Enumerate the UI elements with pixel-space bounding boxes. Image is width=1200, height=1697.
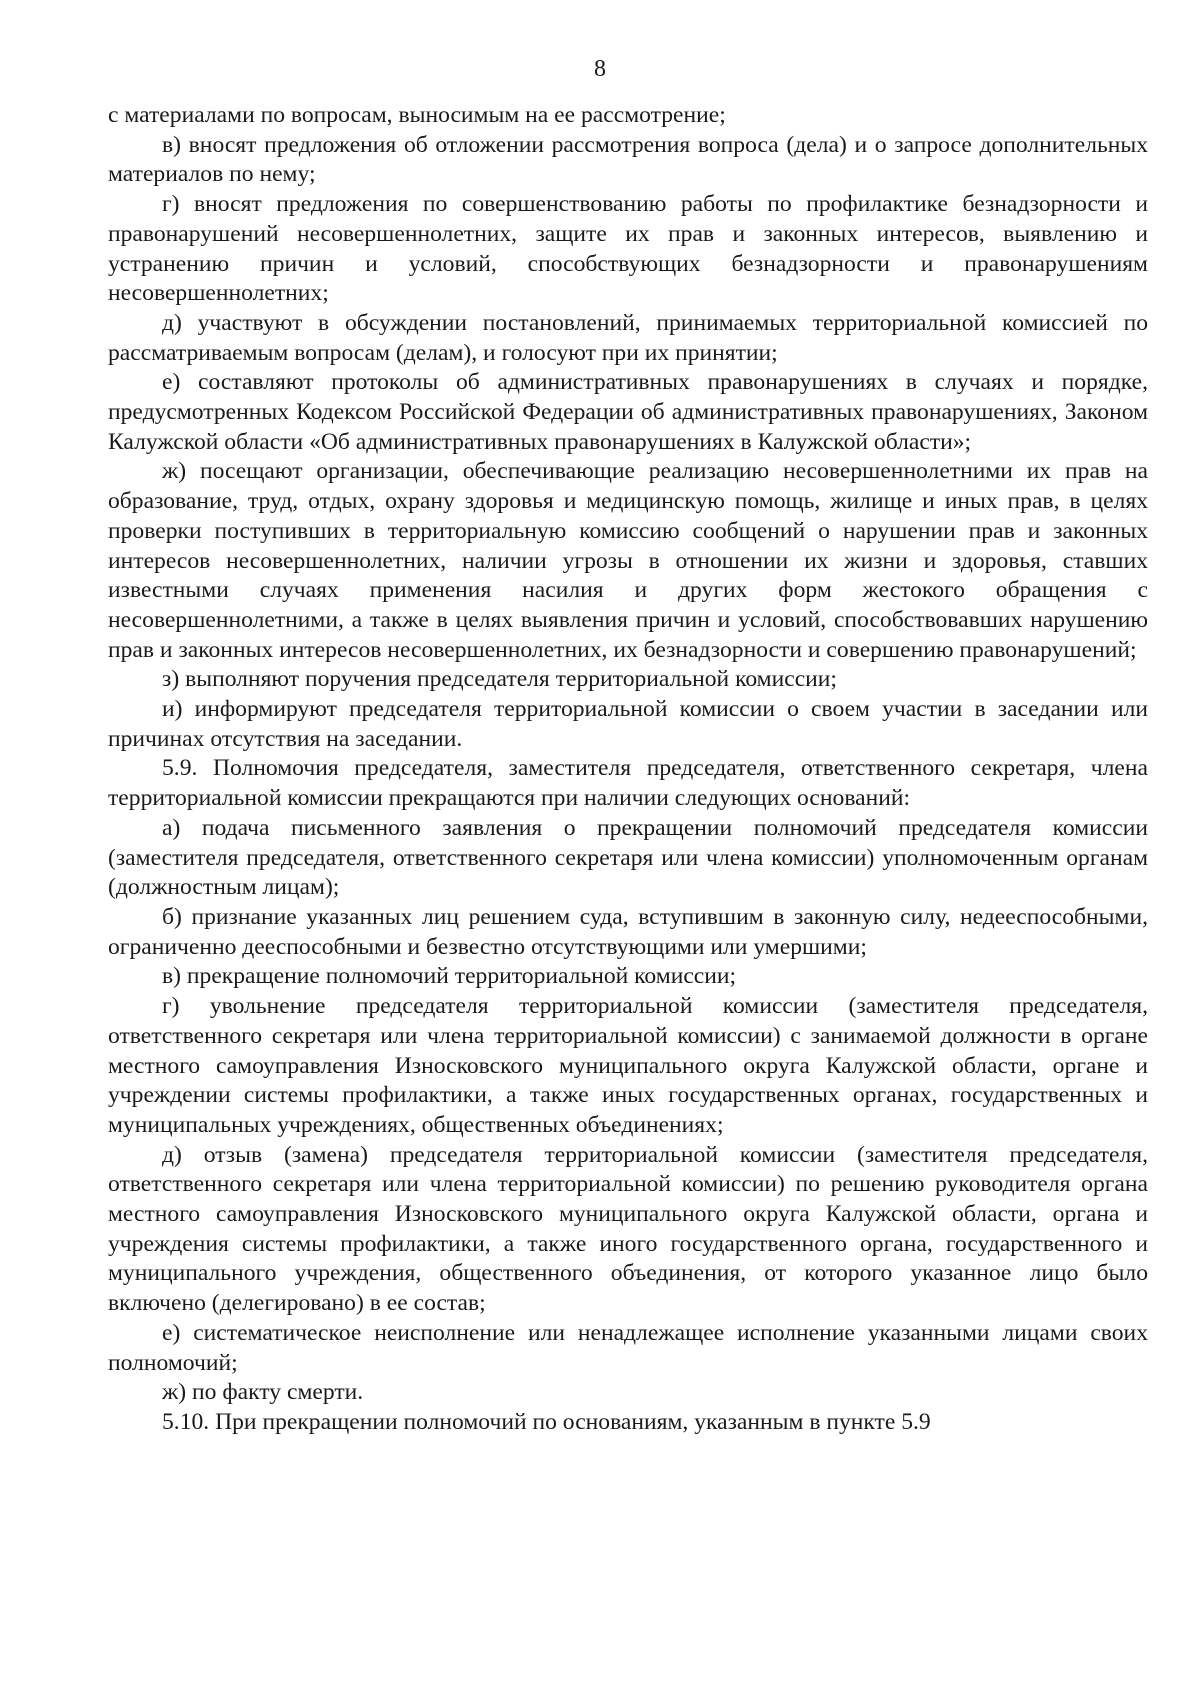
page-number: 8 xyxy=(594,56,606,82)
paragraph-item-g: г) вносят предложения по совершенствованию работы по профилактике безнадзорности и правонарушений несовершеннолетних, защите их прав и законных интересов, выявлению и устранению причин и условий, способствующих безнадзорности и правонарушениям несовершеннолетних; xyxy=(108,191,1148,307)
paragraph-clause-5-10: 5.10. При прекращении полномочий по основаниям, указанным в пункте 5.9 xyxy=(162,1408,931,1435)
paragraph-clause-5-9-a: а) подача письменного заявления о прекращении полномочий председателя комиссии (заместителя председателя, ответственного секретаря или члена комиссии) уполномоченным органам (должностным лицам); xyxy=(108,814,1148,901)
paragraph-item-d: д) участвуют в обсуждении постановлений, принимаемых территориальной комиссией по рассматриваемым вопросам (делам), и голосуют при их принятии; xyxy=(108,309,1148,366)
paragraph-clause-5-9-e: е) систематическое неисполнение или ненадлежащее исполнение указанными лицами своих полномочий; xyxy=(108,1319,1148,1376)
paragraph-item-z: з) выполняют поручения председателя территориальной комиссии; xyxy=(162,666,837,693)
paragraph-item-zh: ж) посещают организации, обеспечивающие реализацию несовершеннолетними их прав на образование, труд, отдых, охрану здоровья и медицинскую помощь, жилище и иных прав, в целях проверки поступивших в территориальную комиссию сообщений о нарушении прав и законных интересов несовершеннолетних, наличии угрозы в отношении их жизни и здоровья, ставших известными случаях применения насилия и других форм жестокого обращения с несовершеннолетними, а также в целях выявления причин и условий, способствовавших нарушению прав и законных интересов несовершеннолетних, их безнадзорности и совершению правонарушений; xyxy=(108,458,1148,663)
paragraph-item-i: и) информируют председателя территориальной комиссии о своем участии в заседании или причинах отсутствия на заседании. xyxy=(108,696,1148,752)
paragraph-clause-5-9-b: б) признание указанных лиц решением суда, вступившим в законную силу, недееспособными, ограниченно дееспособными и безвестно отсутствующими или умершими; xyxy=(108,903,1148,960)
paragraph-clause-5-9-zh: ж) по факту смерти. xyxy=(162,1379,364,1406)
paragraph-clause-5-9: 5.9. Полномочия председателя, заместителя председателя, ответственного секретаря, члена территориальной комиссии прекращаются при наличии следующих оснований: xyxy=(108,755,1148,812)
paragraph-continuation: с материалами по вопросам, выносимым на ее рассмотрение; xyxy=(108,102,726,128)
paragraph-clause-5-9-d: д) отзыв (замена) председателя территориальной комиссии (заместителя председателя, ответственного секретаря или члена территориальной комиссии) по решению руководителя органа местного самоуправления Износковского муниципального округа Калужской области, органа и учреждения системы профилактики, а также иного государственного органа, государственного и муниципального учреждения, общественного объединения, от которого указанное лицо было включено (делегировано) в ее состав; xyxy=(108,1141,1148,1317)
paragraph-clause-5-9-v: в) прекращение полномочий территориальной комиссии; xyxy=(162,963,737,990)
paragraph-clause-5-9-g: г) увольнение председателя территориальной комиссии (заместителя председателя, ответственного секретаря или члена территориальной комиссии) с занимаемой должности в органе местного самоуправления Износковского муниципального округа Калужской области, органе и учреждении системы профилактики, а также иных государственных органах, государственных и муниципальных учреждениях, общественных объединениях; xyxy=(108,993,1148,1138)
paragraph-item-v: в) вносят предложения об отложении рассмотрения вопроса (дела) и о запросе дополнительных материалов по нему; xyxy=(108,131,1148,188)
document-body xyxy=(108,101,1148,1438)
paragraph-item-e: е) составляют протоколы об административных правонарушениях в случаях и порядке, предусмотренных Кодексом Российской Федерации об административных правонарушениях, Законом Калужской области «Об административных правонарушениях в Калужской области»; xyxy=(108,369,1148,455)
